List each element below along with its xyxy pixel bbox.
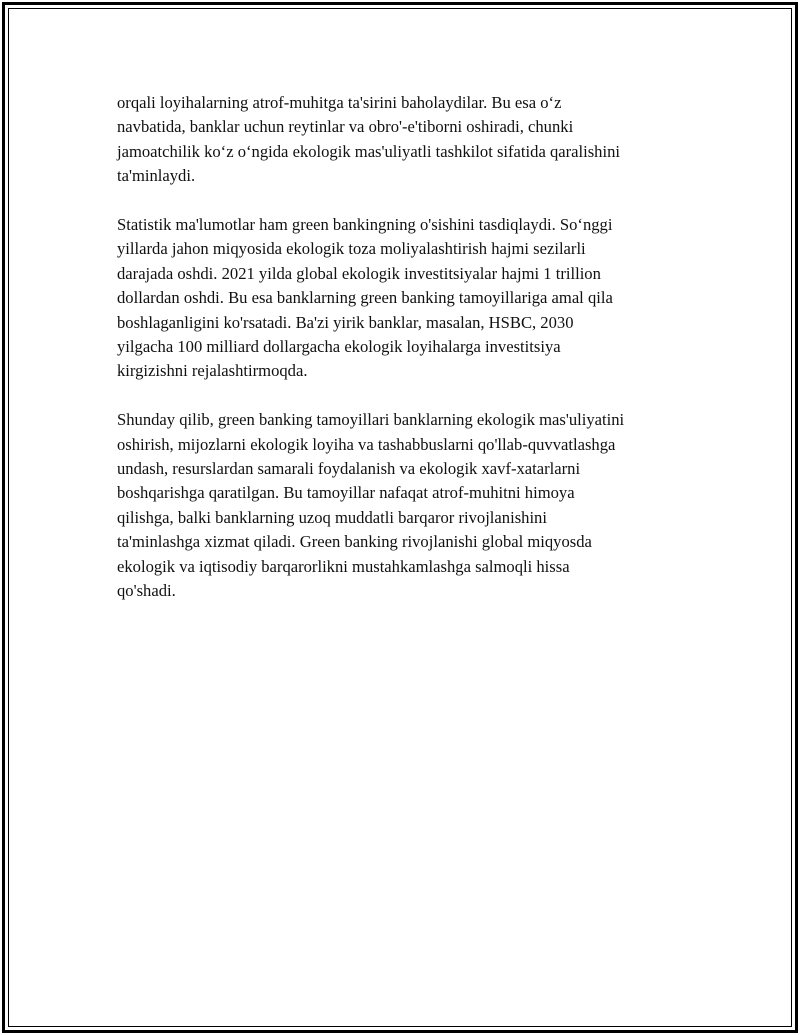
paragraph-3 — [117, 408, 697, 603]
text-line: ekologik va iqtisodiy barqarorlikni mustahkamlashga salmoqli hissa — [117, 556, 570, 576]
text-line: qo'shadi. — [117, 581, 176, 601]
text-line: Statistik ma'lumotlar ham green bankingning o'sishini tasdiqlaydi. So‘nggi — [117, 215, 613, 235]
paragraph-1 — [117, 91, 697, 189]
text-line: boshqarishga qaratilgan. Bu tamoyillar nafaqat atrof-muhitni himoya — [117, 483, 575, 503]
text-line: yillarda jahon miqyosida ekologik toza moliyalashtirish hajmi sezilarli — [117, 239, 586, 259]
text-line: dollardan oshdi. Bu esa banklarning green banking tamoyillariga amal qila — [117, 288, 613, 308]
text-line: qilishga, balki banklarning uzoq muddatli barqaror rivojlanishini — [117, 507, 547, 527]
text-line: Shunday qilib, green banking tamoyillari banklarning ekologik mas'uliyatini — [117, 410, 625, 430]
text-line: oshirish, mijozlarni ekologik loyiha va tashabbuslarni qo'llab-quvvatlashga — [117, 434, 616, 454]
paragraph-2 — [117, 213, 697, 384]
text-line: darajada oshdi. 2021 yilda global ekologik investitsiyalar hajmi 1 trillion — [117, 263, 601, 283]
text-line: jamoatchilik ko‘z o‘ngida ekologik mas'uliyatli tashkilot sifatida qaralishini — [117, 141, 620, 161]
text-line: kirgizishni rejalashtirmoqda. — [117, 361, 308, 381]
text-line: boshlaganligini ko'rsatadi. Ba'zi yirik banklar, masalan, HSBC, 2030 — [117, 312, 574, 332]
text-line: ta'minlashga xizmat qiladi. Green banking rivojlanishi global miqyosda — [117, 532, 592, 552]
text-line: navbatida, banklar uchun reytinlar va obro'-e'tiborni oshiradi, chunki — [117, 117, 574, 137]
text-line: yilgacha 100 milliard dollargacha ekologik loyihalarga investitsiya — [117, 337, 561, 357]
document-body — [117, 91, 697, 628]
text-line: orqali loyihalarning atrof-muhitga ta'sirini baholaydilar. Bu esa o‘z — [117, 93, 562, 112]
text-line: ta'minlaydi. — [117, 166, 196, 186]
text-line: undash, resurslardan samarali foydalanish va ekologik xavf-xatarlarni — [117, 459, 581, 479]
